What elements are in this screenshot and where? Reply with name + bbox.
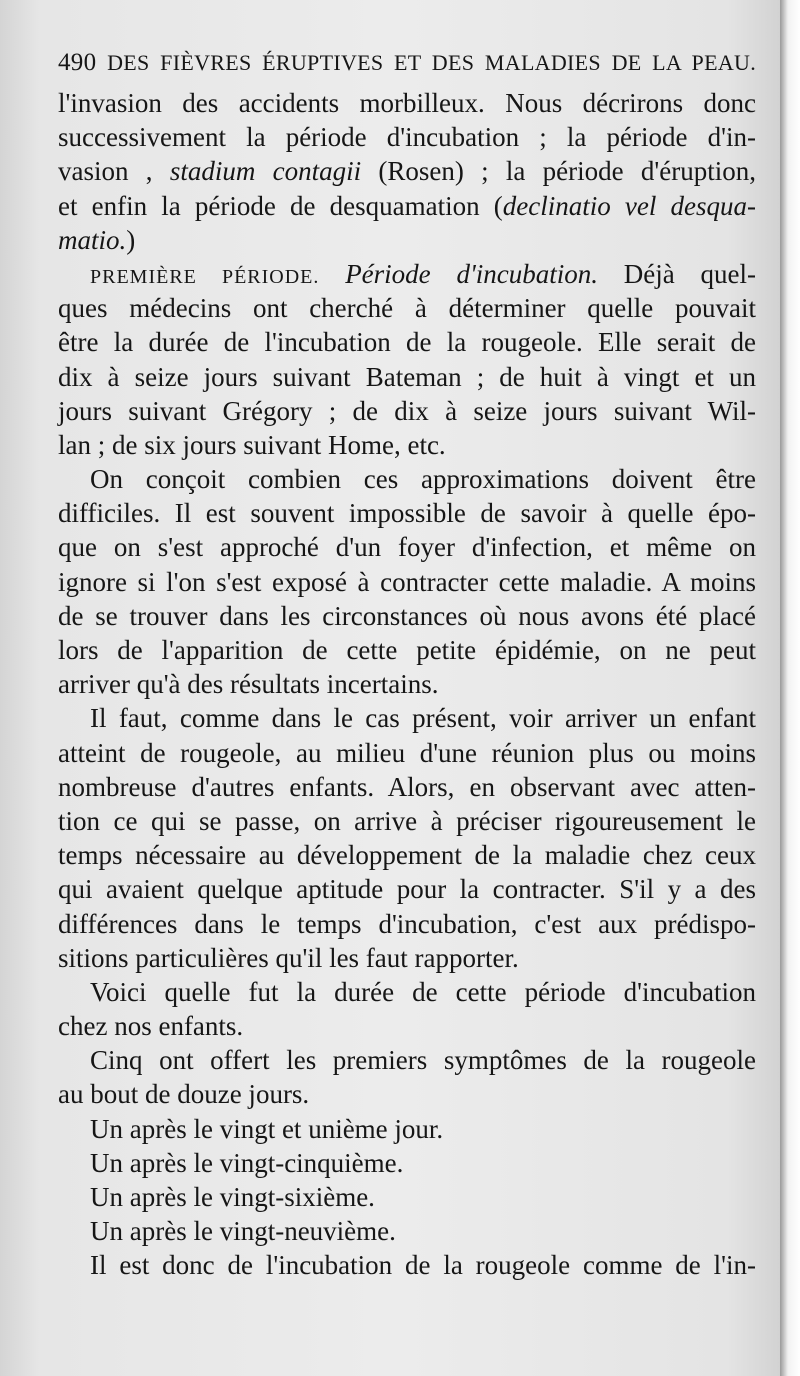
text-line-28: chez nos enfants. <box>58 1011 244 1042</box>
text-line-24: qui avaient quelque aptitude pour la contracter. S'il y a des <box>58 874 756 905</box>
list-item-3: Un après le vingt-sixième. <box>90 1182 375 1212</box>
text-line-3 <box>58 154 756 188</box>
text-line-5-part-b: ) <box>126 224 136 255</box>
text-line-26: sitions particulières qu'il les faut rapporter. <box>58 942 519 973</box>
text-line-25: différences dans le temps d'incubation, c'est aux prédispo- <box>58 908 756 939</box>
text-line-35: Il est donc de l'incubation de la rougeole comme de l'in- <box>90 1250 756 1281</box>
section-heading-line <box>58 257 756 291</box>
text-line-3-part-a: vasion , <box>58 156 153 187</box>
page-edge-shadow <box>780 0 800 1376</box>
list-item-4: Un après le vingt-neuvième. <box>90 1216 396 1247</box>
text-line-14: que on s'est approché d'un foyer d'infection, et même on <box>58 532 756 563</box>
section-subtitle: Période d'incubation. <box>345 258 598 289</box>
text-line-8: être la durée de l'incubation de la rougeole. Elle serait de <box>58 327 756 358</box>
text-line-29: Cinq ont offert les premiers symptômes de la rougeole <box>90 1045 756 1076</box>
text-line-4 <box>58 189 756 223</box>
section-heading: PREMIÈRE PÉRIODE. <box>90 265 320 288</box>
text-line-22: tion ce qui se passe, on arrive à préciser rigoureusement le <box>58 805 756 836</box>
text-line-18: arriver qu'à des résultats incertains. <box>58 669 439 700</box>
text-line-2: successivement la période d'incubation ; la période d'in- <box>58 122 756 153</box>
text-line-6-part-c: Déjà quel- <box>623 258 757 289</box>
text-line-7: ques médecins ont cherché à déterminer quelle pouvait <box>58 293 756 324</box>
text-line-19: Il faut, comme dans le cas présent, voir arriver un enfant <box>90 703 756 734</box>
list-item-2: Un après le vingt-cinquième. <box>90 1147 404 1178</box>
text-line-5-italic: matio. <box>58 224 127 255</box>
text-line-9: dix à seize jours suivant Bateman ; de huit à vingt et un <box>58 361 756 392</box>
text-line-23: temps nécessaire au développement de la maladie chez ceux <box>58 840 756 871</box>
text-line-5 <box>58 223 756 257</box>
text-line-10: jours suivant Grégory ; de dix à seize jours suivant Wil- <box>58 395 756 426</box>
text-line-4-part-a: et enfin la période de desquamation ( <box>58 190 503 221</box>
running-title: DES FIÈVRES ÉRUPTIVES ET DES MALADIES DE LA PEAU. <box>107 50 756 75</box>
text-line-11: lan ; de six jours suivant Home, etc. <box>58 429 446 460</box>
list-item-1: Un après le vingt et unième jour. <box>90 1113 444 1144</box>
text-line-4-italic: declinatio vel desqua- <box>502 190 756 221</box>
page-number: 490 <box>58 49 97 76</box>
text-line-16: de se trouver dans les circonstances où nous avons été placé <box>58 600 756 631</box>
text-line-30: au bout de douze jours. <box>58 1079 310 1110</box>
text-line-20: atteint de rougeole, au milieu d'une réunion plus ou moins <box>58 737 756 768</box>
text-line-17: lors de l'apparition de cette petite épidémie, on ne peut <box>58 635 756 665</box>
text-line-3-part-c: (Rosen) ; la période d'éruption, <box>378 156 757 187</box>
text-line-15: ignore si l'on s'est exposé à contracter cette maladie. A moins <box>58 566 756 597</box>
text-line-13: difficiles. Il est souvent impossible de savoir à quelle épo- <box>58 498 756 529</box>
page-text <box>58 44 756 1283</box>
text-line-27: Voici quelle fut la durée de cette période d'incubation <box>90 976 756 1007</box>
text-line-3-italic: stadium contagii <box>169 156 362 187</box>
text-line-21: nombreuse d'autres enfants. Alors, en observant avec atten- <box>58 771 756 802</box>
text-line-12: On conçoit combien ces approximations doivent être <box>90 464 756 495</box>
text-line-1: l'invasion des accidents morbilleux. Nous décrirons donc <box>58 88 756 118</box>
running-head <box>58 44 756 86</box>
